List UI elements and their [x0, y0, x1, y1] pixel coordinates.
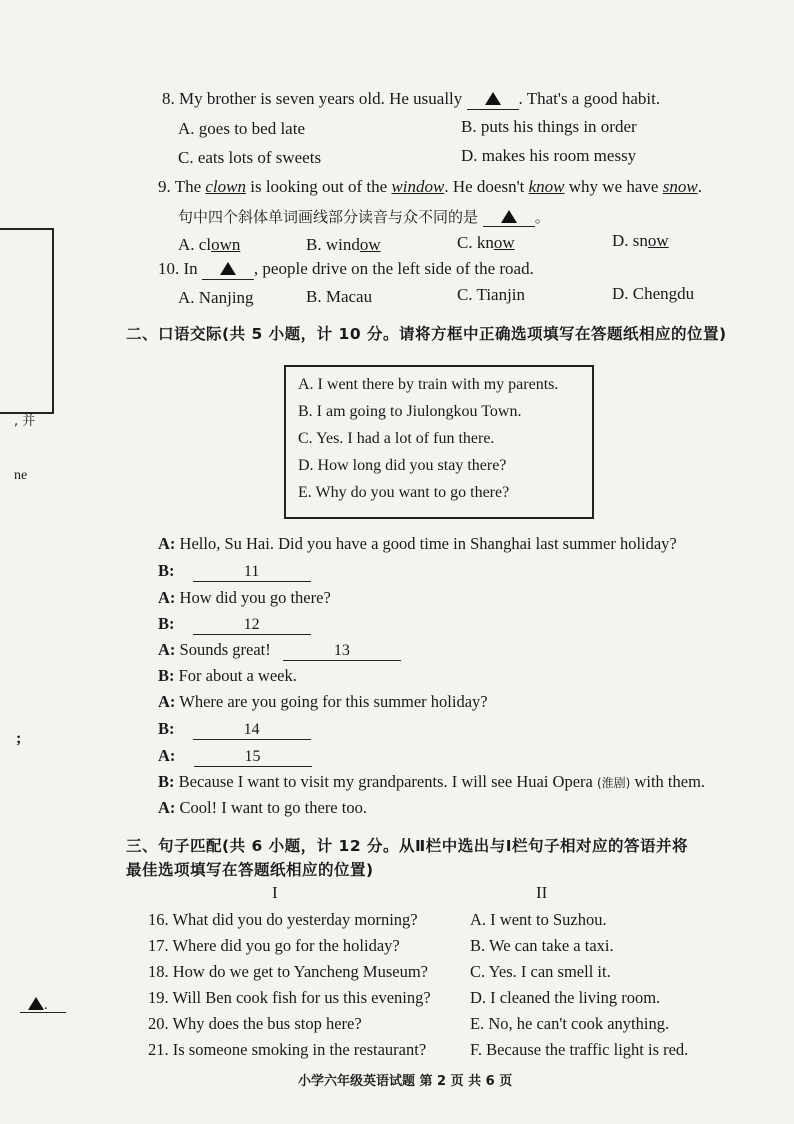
box-option-c: C. Yes. I had a lot of fun there.: [298, 430, 495, 447]
question-8: 8. My brother is seven years old. He usually . That's a good habit.: [162, 89, 661, 108]
dialogue-line-8: B: 14: [158, 719, 311, 740]
q10-option-d: D. Chengdu: [612, 284, 695, 303]
answer-triangle-icon: [220, 262, 236, 275]
q9-cn-prompt: 句中四个斜体单词画线部分读音与众不同的是 。: [178, 208, 550, 226]
q9-option-b: B. window: [306, 235, 381, 254]
triangle-icon: [28, 997, 44, 1010]
box-option-e: E. Why do you want to go there?: [298, 484, 510, 501]
match-answer-b: B. We can take a taxi.: [470, 936, 614, 955]
dialogue-line-7: A: Where are you going for this summer holiday?: [158, 692, 488, 711]
dialogue-line-4: B: 12: [158, 614, 311, 635]
question-9: 9. The clown is looking out of the window. He doesn't know why we have snow.: [158, 177, 702, 196]
q8-option-d: D. makes his room messy: [461, 146, 637, 165]
dialogue-line-10: B: Because I want to visit my grandparents. I will see Huai Opera (淮剧) with them.: [158, 772, 706, 791]
binding-margin-box: [0, 228, 54, 414]
box-option-a: A. I went there by train with my parents.: [298, 376, 559, 393]
dialogue-line-11: A: Cool! I want to go there too.: [158, 798, 367, 817]
dialogue-options-box: [284, 365, 594, 519]
q10-option-a: A. Nanjing: [178, 288, 254, 307]
page-footer: 小学六年级英语试题 第 2 页 共 6 页: [298, 1074, 513, 1089]
section-3-heading-line-1: 三、句子匹配(共 6 小题，计 12 分。从Ⅱ栏中选出与Ⅰ栏句子相对应的答语并将: [126, 837, 689, 855]
q10-option-b: B. Macau: [306, 287, 373, 306]
match-answer-d: D. I cleaned the living room.: [470, 988, 661, 1007]
answer-triangle-icon: [501, 210, 517, 223]
answer-triangle-icon: [485, 92, 501, 105]
margin-mark-2: ne: [14, 468, 28, 483]
match-q18: 18. How do we get to Yancheng Museum?: [148, 962, 429, 981]
dialogue-line-5: A: Sounds great! 13: [158, 640, 401, 661]
dialogue-line-9: A: 15: [158, 746, 312, 767]
margin-underline: [20, 1012, 66, 1013]
match-answer-c: C. Yes. I can smell it.: [470, 962, 611, 981]
column-2-label: II: [536, 883, 548, 902]
margin-mark-1: , 并: [14, 414, 36, 429]
match-answer-e: E. No, he can't cook anything.: [470, 1014, 670, 1033]
q8-option-b: B. puts his things in order: [461, 117, 637, 136]
section-2-heading: 二、口语交际(共 5 小题，计 10 分。请将方框中正确选项填写在答题纸相应的位置): [126, 325, 727, 343]
match-q21: 21. Is someone smoking in the restaurant?: [148, 1040, 427, 1059]
match-q20: 20. Why does the bus stop here?: [148, 1014, 362, 1033]
q9-option-c: C. know: [457, 233, 515, 252]
match-q16: 16. What did you do yesterday morning?: [148, 910, 418, 929]
question-10: 10. In , people drive on the left side of the road.: [158, 259, 534, 278]
section-3-heading-line-2: 最佳选项填写在答题纸相应的位置): [126, 861, 374, 879]
dialogue-line-2: B: 11: [158, 561, 311, 582]
match-q17: 17. Where did you go for the holiday?: [148, 936, 400, 955]
q9-option-d: D. snow: [612, 231, 669, 250]
dialogue-line-1: A: Hello, Su Hai. Did you have a good time in Shanghai last summer holiday?: [158, 534, 677, 553]
match-q19: 19. Will Ben cook fish for us this evening?: [148, 988, 431, 1007]
box-option-d: D. How long did you stay there?: [298, 457, 507, 474]
column-1-label: I: [272, 883, 278, 902]
margin-triangle: .: [28, 996, 48, 1014]
match-answer-a: A. I went to Suzhou.: [470, 910, 607, 929]
dialogue-line-3: A: How did you go there?: [158, 588, 331, 607]
q10-option-c: C. Tianjin: [457, 285, 526, 304]
q8-option-a: A. goes to bed late: [178, 119, 305, 138]
q9-option-a: A. clown: [178, 235, 241, 254]
box-option-b: B. I am going to Jiulongkou Town.: [298, 403, 522, 420]
q8-option-c: C. eats lots of sweets: [178, 148, 322, 167]
margin-mark-3: ;: [16, 730, 22, 747]
dialogue-line-6: B: For about a week.: [158, 666, 297, 685]
match-answer-f: F. Because the traffic light is red.: [470, 1040, 689, 1059]
